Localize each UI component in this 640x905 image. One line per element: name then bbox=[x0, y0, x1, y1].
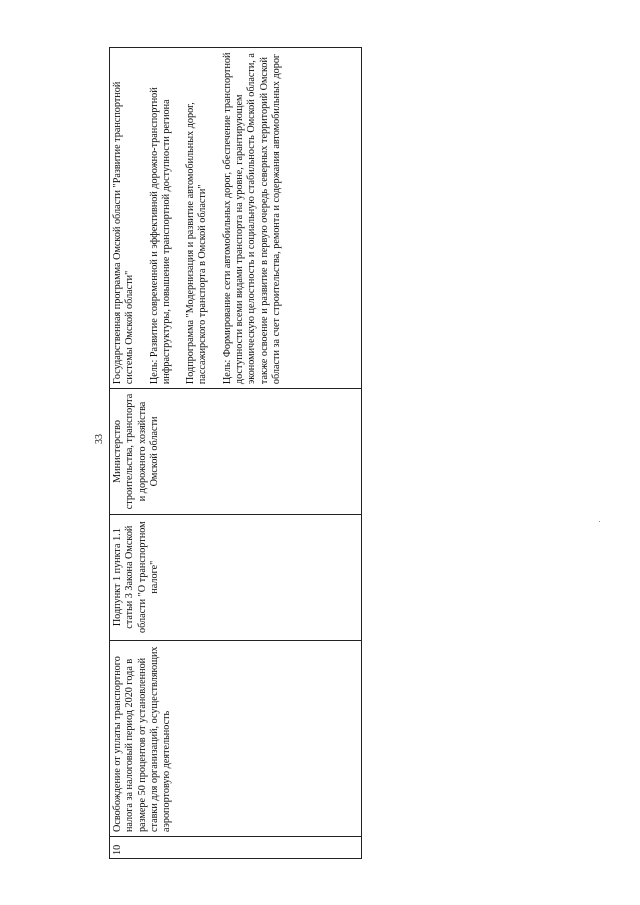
subprogram-goal: Цель: Формирование сети автомобильных дорог, обеспечение транспортной доступности всеми видами транспорта на уровне, гарантирующем экономическую целостность и социальную стабильность Омской области, а также освоение и развитие в первую очередь северных территорий Омской области за счет строительства, ремонта и содержания автомобильных дорог bbox=[221, 52, 282, 385]
program-goals-cell bbox=[110, 48, 361, 388]
page-number: 33 bbox=[94, 434, 105, 444]
row-number: 10 bbox=[110, 836, 361, 858]
scan-speck bbox=[599, 521, 600, 522]
tax-benefit-table bbox=[109, 47, 362, 859]
curator-ministry: Министерство строительства, транспорта и дорожного хозяйства Омской области bbox=[110, 388, 361, 514]
state-program: Государственная программа Омской области "Развитие транспортной системы Омской области" bbox=[112, 81, 136, 385]
state-program-goal: Цель: Развитие современной и эффективной дорожно-транспортной инфраструктуры, повышение транспортной доступности региона bbox=[148, 87, 172, 385]
subprogram: Подпрограмма "Модернизация и развитие автомобильных дорог, пассажирского транспорта в Омской области" bbox=[185, 102, 209, 385]
benefit-description: Освобождение от уплаты транспортного налога за налоговый период 2020 года в размере 50 процентов от установленной ставки для организаций, осуществляющих аэропортовую деятельность bbox=[110, 640, 361, 837]
legal-basis: Подпункт 1 пункта 1.1 статьи 3 Закона Омской области "О транспортном налоге" bbox=[110, 514, 361, 640]
